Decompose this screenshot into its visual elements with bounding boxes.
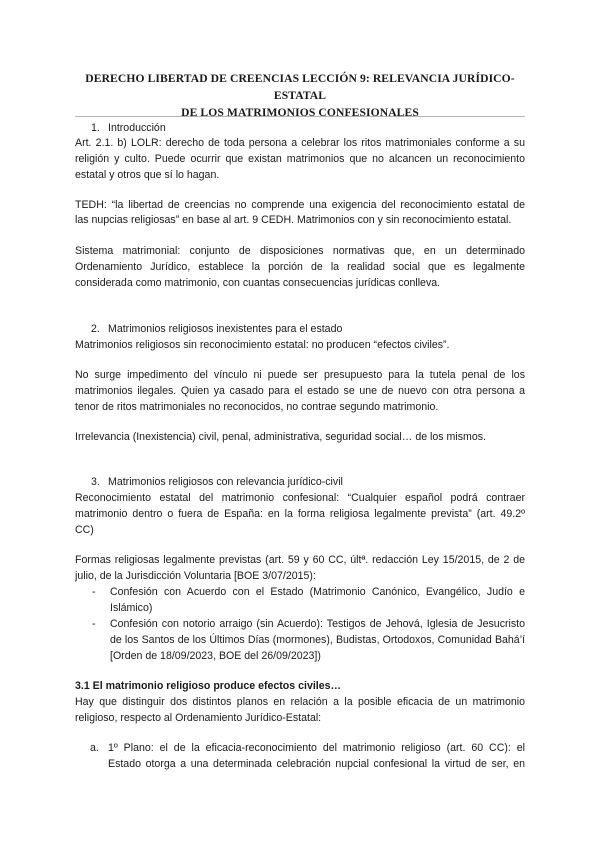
section-1-p1-line: Art. 2.1. b) LOLR: derecho de toda persona a celebrar los ritos matrimoniales conforme a su: [75, 137, 525, 149]
section-1-p3-line: considerada como matrimonio, con cuantas consecuencias jurídicas conlleva.: [75, 277, 441, 289]
section-1-heading: Introducción: [108, 122, 166, 134]
section-3-p2-line: julio, de la Jurisdicción Voluntaria [BOE 3/07/2015):: [75, 570, 316, 582]
section-1-p1-line: religión y culto. Puede ocurrir que existan matrimonios que no alcancen un reconocimiento: [75, 153, 525, 165]
section-1-p2-line: las nupcias religiosas” en base al art. 9 CEDH. Matrimonios con y sin reconocimiento estatal.: [75, 214, 512, 226]
bullet-line: Confesión con notorio arraigo (sin Acuerdo): Testigos de Jehová, Iglesia de Jesucristo: [110, 618, 525, 630]
section-3-p1-line: Reconocimiento estatal del matrimonio confesional: “Cualquier español podrá contraer: [75, 492, 525, 504]
bullet-line: Islámico): [110, 602, 153, 614]
title-line-1: DERECHO LIBERTAD DE CREENCIAS LECCIÓN 9: RELEVANCIA JURÍDICO-ESTATAL: [85, 72, 515, 102]
item-a-marker: a.: [90, 742, 99, 754]
section-2-number: 2.: [91, 323, 100, 335]
section-3-p2-line: Formas religiosas legalmente previstas (art. 59 y 60 CC, últª. redacción Ley 15/2015, de 2 de: [75, 554, 525, 566]
section-2-p2-line: matrimonios ilegales. Quien ya casado para el estado se une de nuevo con otra persona a: [75, 385, 525, 397]
item-a-line: Estado otorga a una determinada celebración nupcial confesional la virtud de ser, en: [108, 758, 525, 770]
section-1-p1-line: estatal y otros que sí lo hagan.: [75, 169, 220, 181]
title-line-2: DE LOS MATRIMONIOS CONFESIONALES: [181, 106, 419, 119]
bullet-marker: -: [92, 586, 96, 598]
section-3-heading: Matrimonios religiosos con relevancia jurídico-civil: [108, 476, 343, 488]
section-3-p1-line: matrimonio dentro o fuera de España: en la forma religiosa legalmente prevista” (art. 49.2º: [75, 508, 525, 520]
subsection-3-1-p1-line: Hay que distinguir dos distintos planos en relación a la posible eficacia de un matrimonio: [75, 696, 525, 708]
bullet-marker: -: [92, 618, 96, 630]
bullet-line: Confesión con Acuerdo con el Estado (Matrimonio Canónico, Evangélico, Judío e: [110, 586, 525, 598]
subsection-3-1-p1-line: religioso, respecto al Ordenamiento Jurídico-Estatal:: [75, 712, 322, 724]
item-a-line: 1º Plano: el de la eficacia-reconocimiento del matrimonio religioso (art. 60 CC): el: [108, 742, 525, 754]
section-1-number: 1.: [91, 122, 100, 134]
section-1-p2-line: TEDH: “la libertad de creencias no comprende una exigencia del reconocimiento estatal de: [75, 199, 525, 211]
section-2-p2-line: tenor de ritos matrimoniales no reconocidos, no contrae segundo matrimonio.: [75, 401, 439, 413]
section-2-p1-line: Matrimonios religiosos sin reconocimiento estatal: no producen “efectos civiles”.: [75, 339, 450, 351]
subsection-3-1-heading: 3.1 El matrimonio religioso produce efectos civiles…: [75, 680, 342, 692]
section-1-p3-line: Sistema matrimonial: conjunto de disposiciones normativas que, en un determinado: [75, 245, 525, 257]
bullet-line: de los Santos de los Últimos Días (mormones), Budistas, Ortodoxos, Comunidad Bahá’í: [110, 634, 525, 646]
bullet-line: [Orden de 18/09/2023, BOE del 26/09/2023]): [110, 650, 321, 662]
title-divider: [75, 116, 525, 117]
section-3-number: 3.: [91, 476, 100, 488]
section-3-p1-line: CC): [75, 524, 94, 536]
section-2-p3-line: Irrelevancia (Inexistencia) civil, penal, administrativa, seguridad social… de los mismos.: [75, 431, 486, 443]
document-title: [60, 70, 540, 121]
section-1-p3-line: Ordenamiento Jurídico, establece la porción de la realidad social que es legalmente: [75, 261, 525, 273]
section-2-heading: Matrimonios religiosos inexistentes para el estado: [108, 323, 343, 335]
section-2-p2-line: No surge impedimento del vínculo ni puede ser presupuesto para la tutela penal de los: [75, 369, 525, 381]
